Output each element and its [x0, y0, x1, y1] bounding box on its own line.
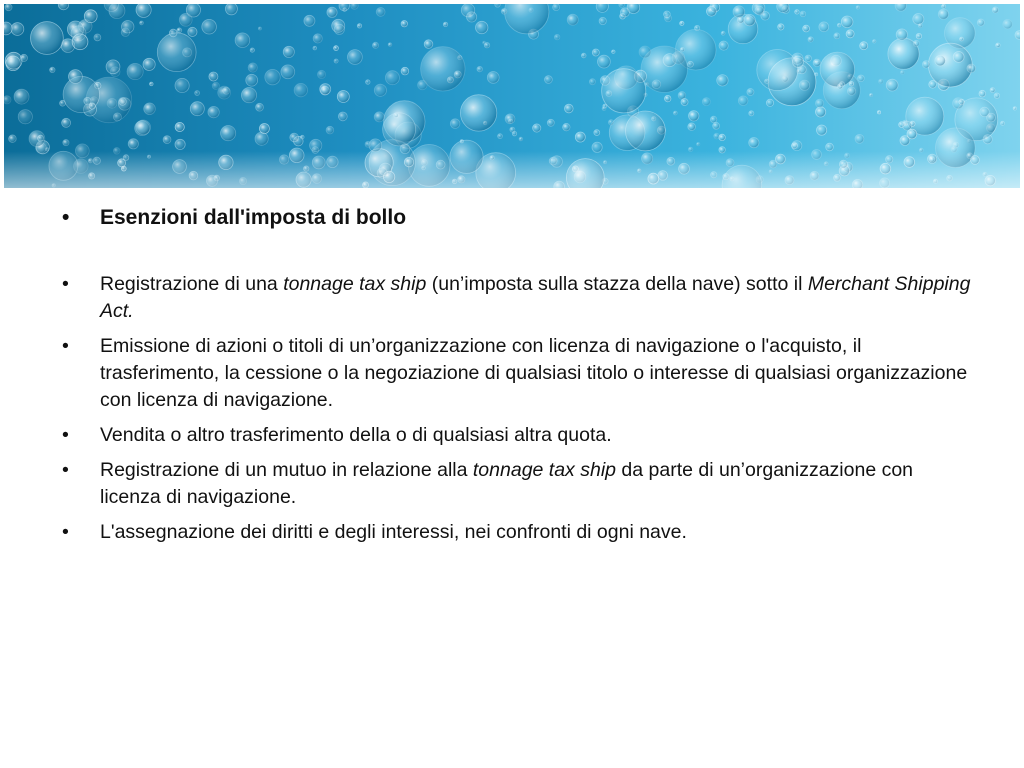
list-item [62, 457, 972, 511]
item-text: (un’imposta sulla stazza della nave) sotto il [426, 273, 808, 295]
slide-heading [62, 204, 972, 231]
item-text: Emissione di azioni o titoli di un’organizzazione con licenza di navigazione o l'acquisto, il trasferimento, la cessione o la negoziazione di qualsiasi titolo o interesse di qualsiasi organizzazione con licenza di navigazione. [100, 335, 968, 411]
item-italic-text: tonnage tax ship [283, 273, 427, 295]
item-text: Registrazione di una [100, 273, 284, 295]
bullet: • [62, 521, 69, 543]
water-bubbles-banner [4, 4, 1020, 188]
bubbles-image [4, 4, 1020, 188]
list-item [62, 271, 972, 325]
bullet: • [62, 335, 69, 357]
list-item [62, 519, 972, 546]
list-item [62, 333, 972, 414]
bullet: • [62, 273, 69, 295]
list-item [62, 422, 972, 449]
bullet: • [62, 206, 70, 229]
bullet: • [62, 424, 69, 446]
item-italic-text: Merchant Shipping Act. [100, 273, 971, 322]
slide-content [62, 204, 972, 554]
item-italic-text: tonnage tax ship [472, 459, 616, 481]
item-text: Registrazione di un mutuo in relazione alla [100, 459, 473, 481]
item-text: da parte di un’organizzazione con licenza di navigazione. [100, 459, 914, 508]
item-text: L'assegnazione dei diritti e degli interessi, nei confronti di ogni nave. [100, 521, 687, 543]
item-text: Vendita o altro trasferimento della o di qualsiasi altra quota. [100, 424, 612, 446]
bullet: • [62, 459, 69, 481]
heading-text: Esenzioni dall'imposta di bollo [100, 206, 407, 229]
